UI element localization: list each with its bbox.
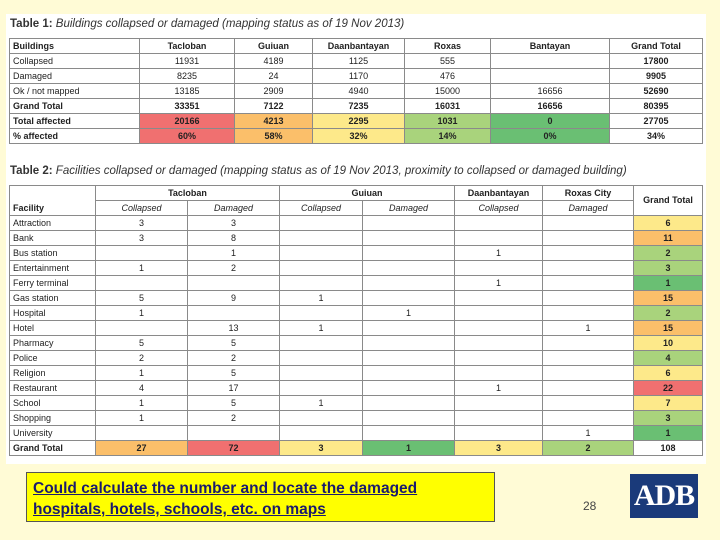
table-cell xyxy=(543,306,634,321)
facility-label: Attraction xyxy=(10,216,96,231)
table-cell xyxy=(363,246,455,261)
facilities-sub-header xyxy=(10,201,703,216)
row-label: % affected xyxy=(10,129,140,144)
table-row xyxy=(10,366,703,381)
table-cell: 5 xyxy=(188,396,280,411)
total-cell: 3 xyxy=(455,441,543,456)
table-cell: 8 xyxy=(188,231,280,246)
table-cell xyxy=(491,54,610,69)
total-cell: 2 xyxy=(543,441,634,456)
table-row xyxy=(10,69,703,84)
table-cell xyxy=(363,396,455,411)
row-label: Grand Total xyxy=(10,441,96,456)
facility-label: Entertainment xyxy=(10,261,96,276)
table-cell xyxy=(280,216,363,231)
table-cell: 1 xyxy=(280,291,363,306)
slide-right-band xyxy=(706,0,720,540)
table-cell: 7122 xyxy=(235,99,313,114)
table-cell: 1031 xyxy=(405,114,491,129)
table-cell xyxy=(543,336,634,351)
table-cell: 33351 xyxy=(140,99,235,114)
table-cell xyxy=(363,336,455,351)
grand-total-cell: 3 xyxy=(634,261,703,276)
table-cell: 13185 xyxy=(140,84,235,99)
table-cell xyxy=(363,216,455,231)
table-cell xyxy=(543,351,634,366)
facility-label: Bus station xyxy=(10,246,96,261)
table-cell xyxy=(280,261,363,276)
table-cell: 58% xyxy=(235,129,313,144)
table-cell xyxy=(280,366,363,381)
table-cell: 1 xyxy=(96,261,188,276)
table-cell: 2 xyxy=(188,261,280,276)
table-row xyxy=(10,231,703,246)
sub-header: Damaged xyxy=(543,201,634,216)
table-cell: 5 xyxy=(188,336,280,351)
table-cell: 1 xyxy=(188,246,280,261)
grand-total-cell: 4 xyxy=(634,351,703,366)
sub-header: Collapsed xyxy=(455,201,543,216)
table-cell xyxy=(543,216,634,231)
table-row xyxy=(10,321,703,336)
facilities-group-header xyxy=(10,186,703,201)
grand-total-row xyxy=(10,441,703,456)
facility-label: Ferry terminal xyxy=(10,276,96,291)
facility-label: Shopping xyxy=(10,411,96,426)
grand-total-cell: 2 xyxy=(634,306,703,321)
facility-label: Pharmacy xyxy=(10,336,96,351)
table-cell: 2295 xyxy=(313,114,405,129)
caption-box: Could calculate the number and locate the damaged hospitals, hotels, schools, etc. on maps xyxy=(26,472,495,522)
table-row xyxy=(10,261,703,276)
facility-label: Gas station xyxy=(10,291,96,306)
table-cell xyxy=(363,411,455,426)
table-cell: 7235 xyxy=(313,99,405,114)
table-cell: 0 xyxy=(491,114,610,129)
column-header: Roxas xyxy=(405,39,491,54)
table-cell xyxy=(363,366,455,381)
table-cell xyxy=(543,381,634,396)
table-cell xyxy=(280,351,363,366)
row-label: Ok / not mapped xyxy=(10,84,140,99)
grand-total-cell: 2 xyxy=(634,246,703,261)
table-cell: 17 xyxy=(188,381,280,396)
table-cell xyxy=(96,246,188,261)
table-cell: 2909 xyxy=(235,84,313,99)
sub-header: Damaged xyxy=(363,201,455,216)
table-row xyxy=(10,84,703,99)
table-cell xyxy=(188,426,280,441)
table-cell xyxy=(455,321,543,336)
table-cell xyxy=(455,216,543,231)
table-cell xyxy=(543,246,634,261)
table-row xyxy=(10,396,703,411)
table-row xyxy=(10,381,703,396)
table-cell: 2 xyxy=(188,351,280,366)
table-cell xyxy=(455,336,543,351)
grand-total-cell: 15 xyxy=(634,321,703,336)
column-header: Daanbantayan xyxy=(313,39,405,54)
table-cell xyxy=(363,426,455,441)
table-cell xyxy=(280,381,363,396)
table2-title: Table 2: Facilities collapsed or damaged (mapping status as of 19 Nov 2013, proximity to collapsed or damaged building) xyxy=(10,165,627,177)
table-cell: 16031 xyxy=(405,99,491,114)
table-cell xyxy=(363,276,455,291)
table-cell xyxy=(543,291,634,306)
group-header: Tacloban xyxy=(96,186,280,201)
table-cell: 2 xyxy=(188,411,280,426)
table-cell: 1 xyxy=(280,321,363,336)
table-cell xyxy=(491,69,610,84)
table-cell: 11931 xyxy=(140,54,235,69)
table-cell xyxy=(455,396,543,411)
table-row xyxy=(10,426,703,441)
table-cell xyxy=(543,396,634,411)
table-cell: 14% xyxy=(405,129,491,144)
table-cell: 1 xyxy=(543,321,634,336)
table-cell: 1170 xyxy=(313,69,405,84)
facility-label: Hospital xyxy=(10,306,96,321)
facility-label: Hotel xyxy=(10,321,96,336)
table-cell xyxy=(363,381,455,396)
table-cell xyxy=(455,411,543,426)
table-cell: 1 xyxy=(96,366,188,381)
table-cell xyxy=(363,291,455,306)
column-header: Tacloban xyxy=(140,39,235,54)
table-cell: 27705 xyxy=(610,114,703,129)
table-cell: 52690 xyxy=(610,84,703,99)
table-cell: 5 xyxy=(188,366,280,381)
facilities-table xyxy=(9,185,703,456)
table-cell: 16656 xyxy=(491,84,610,99)
table-row xyxy=(10,54,703,69)
buildings-table-header xyxy=(10,39,703,54)
table-row xyxy=(10,129,703,144)
table-cell: 1 xyxy=(96,396,188,411)
table-cell: 34% xyxy=(610,129,703,144)
table-cell: 4189 xyxy=(235,54,313,69)
table-cell: 15000 xyxy=(405,84,491,99)
table-row xyxy=(10,336,703,351)
table-cell xyxy=(363,231,455,246)
table-cell: 13 xyxy=(188,321,280,336)
table-row xyxy=(10,306,703,321)
table-cell: 3 xyxy=(96,231,188,246)
table-cell xyxy=(280,246,363,261)
table-cell: 20166 xyxy=(140,114,235,129)
column-header: Bantayan xyxy=(491,39,610,54)
table-cell: 2 xyxy=(96,351,188,366)
table-cell: 9 xyxy=(188,291,280,306)
table-cell xyxy=(543,276,634,291)
table1-title: Table 1: Buildings collapsed or damaged (mapping status as of 19 Nov 2013) xyxy=(10,18,405,30)
grand-total-cell: 10 xyxy=(634,336,703,351)
group-header: Grand Total xyxy=(634,186,703,216)
total-cell: 27 xyxy=(96,441,188,456)
facility-label: Police xyxy=(10,351,96,366)
total-cell: 1 xyxy=(363,441,455,456)
table-cell xyxy=(455,306,543,321)
table-cell xyxy=(96,321,188,336)
table-cell xyxy=(363,351,455,366)
table-cell: 8235 xyxy=(140,69,235,84)
total-cell: 108 xyxy=(634,441,703,456)
column-header: Guiuan xyxy=(235,39,313,54)
table-cell: 4940 xyxy=(313,84,405,99)
table-cell xyxy=(280,411,363,426)
table-cell xyxy=(363,321,455,336)
grand-total-cell: 6 xyxy=(634,366,703,381)
table-row xyxy=(10,216,703,231)
table-cell: 5 xyxy=(96,336,188,351)
row-label: Total affected xyxy=(10,114,140,129)
table-cell xyxy=(363,261,455,276)
table-cell xyxy=(280,276,363,291)
slide-top-band xyxy=(0,0,720,14)
table-cell xyxy=(280,306,363,321)
table-cell: 1125 xyxy=(313,54,405,69)
table-cell: 5 xyxy=(96,291,188,306)
total-cell: 72 xyxy=(188,441,280,456)
sub-header: Collapsed xyxy=(96,201,188,216)
table-row xyxy=(10,291,703,306)
group-header: Daanbantayan xyxy=(455,186,543,201)
column-header: Buildings xyxy=(10,39,140,54)
facility-label: Religion xyxy=(10,366,96,381)
table-cell: 32% xyxy=(313,129,405,144)
table-cell: 1 xyxy=(455,381,543,396)
table-cell xyxy=(96,426,188,441)
grand-total-cell: 6 xyxy=(634,216,703,231)
facility-label: Restaurant xyxy=(10,381,96,396)
table-cell xyxy=(455,231,543,246)
grand-total-cell: 1 xyxy=(634,276,703,291)
table-row xyxy=(10,411,703,426)
table-row xyxy=(10,114,703,129)
table-cell: 4 xyxy=(96,381,188,396)
table-cell xyxy=(96,276,188,291)
grand-total-cell: 7 xyxy=(634,396,703,411)
table-cell: 1 xyxy=(455,246,543,261)
group-header: Roxas City xyxy=(543,186,634,201)
table-cell: 16656 xyxy=(491,99,610,114)
table-row xyxy=(10,246,703,261)
table-cell: 555 xyxy=(405,54,491,69)
table-cell: 24 xyxy=(235,69,313,84)
group-header: Guiuan xyxy=(280,186,455,201)
total-cell: 3 xyxy=(280,441,363,456)
facility-label: School xyxy=(10,396,96,411)
table-cell xyxy=(455,261,543,276)
grand-total-cell: 11 xyxy=(634,231,703,246)
column-header: Grand Total xyxy=(610,39,703,54)
table-cell xyxy=(455,426,543,441)
row-label: Collapsed xyxy=(10,54,140,69)
facility-label: Bank xyxy=(10,231,96,246)
table-cell: 0% xyxy=(491,129,610,144)
table-cell: 476 xyxy=(405,69,491,84)
table-cell xyxy=(543,231,634,246)
table-cell xyxy=(543,261,634,276)
sub-header: Damaged xyxy=(188,201,280,216)
table-cell: 3 xyxy=(96,216,188,231)
table-row xyxy=(10,276,703,291)
grand-total-cell: 3 xyxy=(634,411,703,426)
row-label: Grand Total xyxy=(10,99,140,114)
table-cell: 3 xyxy=(188,216,280,231)
grand-total-cell: 22 xyxy=(634,381,703,396)
table-cell xyxy=(280,426,363,441)
page-number: 28 xyxy=(583,499,597,513)
table-row xyxy=(10,351,703,366)
table-cell: 1 xyxy=(543,426,634,441)
table-cell xyxy=(543,366,634,381)
buildings-table xyxy=(9,38,703,144)
table-cell: 1 xyxy=(363,306,455,321)
table-cell xyxy=(455,351,543,366)
table-cell xyxy=(455,366,543,381)
table-cell xyxy=(188,306,280,321)
facility-label: University xyxy=(10,426,96,441)
table-cell: 60% xyxy=(140,129,235,144)
facility-header: Facility xyxy=(10,186,96,216)
table-cell xyxy=(543,411,634,426)
table-cell: 17800 xyxy=(610,54,703,69)
table-cell: 1 xyxy=(455,276,543,291)
table-row xyxy=(10,99,703,114)
table-cell xyxy=(188,276,280,291)
table-cell: 1 xyxy=(280,396,363,411)
sub-header: Collapsed xyxy=(280,201,363,216)
grand-total-cell: 1 xyxy=(634,426,703,441)
adb-logo: ADB xyxy=(630,474,698,518)
table-cell xyxy=(280,336,363,351)
table-cell: 4213 xyxy=(235,114,313,129)
row-label: Damaged xyxy=(10,69,140,84)
table-cell: 1 xyxy=(96,306,188,321)
table-cell: 80395 xyxy=(610,99,703,114)
table-cell: 9905 xyxy=(610,69,703,84)
grand-total-cell: 15 xyxy=(634,291,703,306)
table-cell xyxy=(455,291,543,306)
table-cell xyxy=(280,231,363,246)
table-cell: 1 xyxy=(96,411,188,426)
